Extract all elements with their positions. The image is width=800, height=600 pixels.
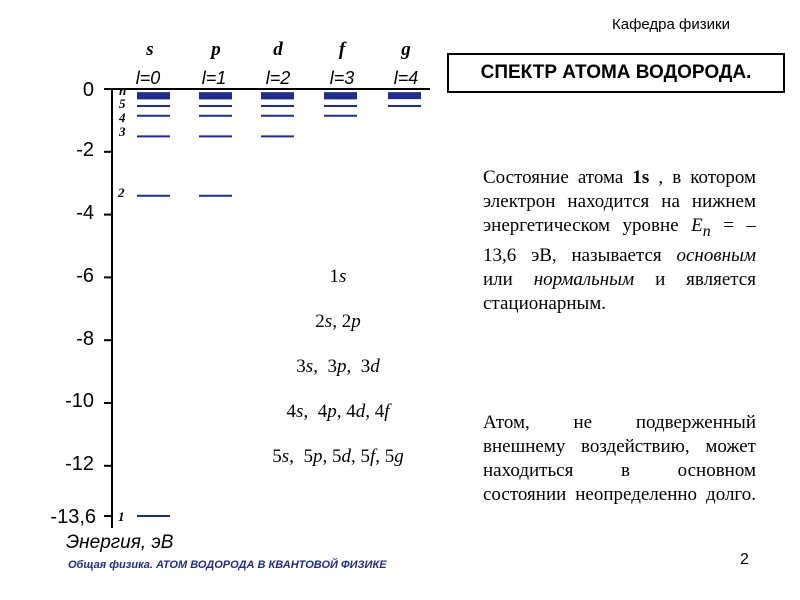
y-tick-label: -8 bbox=[76, 328, 94, 350]
combo-n: 4 bbox=[346, 401, 356, 422]
combo-l: d bbox=[341, 446, 351, 467]
combo-l: p bbox=[336, 356, 347, 377]
combo-l: s bbox=[296, 401, 304, 422]
y-tick-label: -2 bbox=[76, 139, 94, 161]
combo-n: 4 bbox=[286, 401, 297, 422]
term-ground: основным bbox=[676, 244, 756, 266]
combo-n: 2 bbox=[341, 311, 352, 332]
combo-n: 5 bbox=[272, 446, 282, 467]
department-label: Кафедра физики bbox=[612, 16, 730, 33]
y-tick-label: -4 bbox=[76, 202, 94, 224]
combo-n: 1 bbox=[329, 266, 340, 287]
l-label-2: l=2 bbox=[265, 68, 291, 88]
combo-row-n3: 3s, 3p, 3d bbox=[296, 356, 380, 377]
combo-row-n1 bbox=[228, 266, 448, 288]
l-label-1: l=1 bbox=[201, 68, 227, 88]
y-tick-label: 0 bbox=[82, 79, 94, 101]
combo-l: d bbox=[370, 356, 380, 377]
combo-n: 5 bbox=[331, 446, 342, 467]
combo-l: f bbox=[369, 446, 376, 467]
combo-l: s bbox=[339, 266, 347, 287]
n-label-2: 2 bbox=[118, 185, 125, 200]
y-tick-label: -10 bbox=[65, 390, 94, 412]
subshell-letter-g: g bbox=[401, 39, 411, 60]
l-label-3: l=3 bbox=[329, 68, 355, 88]
slide-title-text: СПЕКТР АТОМА ВОДОРОДА. bbox=[480, 62, 752, 83]
energy-subscript: n bbox=[702, 222, 711, 240]
combo-row-n4: 4s, 4p, 4d, 4f bbox=[286, 401, 390, 422]
y-tick-label: -13,6 bbox=[50, 506, 96, 528]
subshell-letter-f: f bbox=[338, 39, 346, 60]
slide-footer: Общая физика. АТОМ ВОДОРОДА В КВАНТОВОЙ ФИЗИКЕ bbox=[68, 559, 387, 571]
y-axis-label: Энергия, эВ bbox=[66, 532, 174, 553]
combo-l: f bbox=[384, 401, 390, 422]
subshell-letter-p: p bbox=[211, 39, 221, 60]
l-label-4: l=4 bbox=[393, 68, 419, 88]
combo-l: d bbox=[355, 401, 366, 422]
energy-symbol: E bbox=[691, 215, 703, 236]
y-tick-label: -12 bbox=[65, 453, 94, 475]
combo-l: g bbox=[394, 446, 404, 467]
n-label-4: 4 bbox=[119, 110, 126, 125]
combo-n: 4 bbox=[317, 401, 328, 422]
combo-row-n2: 2s, 2p bbox=[315, 311, 361, 332]
combo-n: 3 bbox=[327, 356, 337, 377]
combo-l: s bbox=[324, 311, 333, 332]
combo-l: s bbox=[281, 446, 290, 467]
n-label-5: 5 bbox=[119, 96, 126, 111]
subshell-letter-d: d bbox=[273, 39, 283, 60]
l-label-0: l=0 bbox=[135, 68, 161, 88]
y-tick-label: -6 bbox=[76, 265, 94, 287]
n-label-3: 3 bbox=[119, 124, 126, 139]
page-number: 2 bbox=[740, 551, 749, 568]
combo-n: 4 bbox=[374, 401, 385, 422]
level-band-high bbox=[388, 92, 421, 99]
term-normal: нормальным bbox=[533, 268, 635, 290]
subshell-letter-s: s bbox=[146, 39, 154, 60]
combo-n: 3 bbox=[296, 356, 306, 377]
combo-l: s bbox=[305, 356, 314, 377]
n-label-header: n bbox=[119, 83, 127, 98]
combo-l: p bbox=[327, 401, 337, 422]
paragraph-stability: Атом, не подверженный внешнему воздействию, может находиться в основном состоянии неопределенно долго. bbox=[483, 412, 756, 505]
paragraph-ground-state: Состояние атома 1s , в котором электрон находится на нижнем энергетическом уровне $E_n = -13,6$ эВ, называется основным или нормальным и является стационарным. bbox=[483, 167, 756, 314]
combo-n: 5 bbox=[384, 446, 395, 467]
combo-n: 3 bbox=[360, 356, 371, 377]
combo-row-n5: 5s, 5p, 5d, 5f, 5g bbox=[272, 446, 404, 467]
combo-l: p bbox=[312, 446, 323, 467]
state-1s: 1s bbox=[632, 167, 650, 188]
combo-n: 5 bbox=[303, 446, 313, 467]
combo-n: 5 bbox=[360, 446, 370, 467]
combo-n: 2 bbox=[315, 311, 325, 332]
combo-l: p bbox=[351, 311, 361, 332]
n-label-1: 1 bbox=[118, 509, 125, 524]
